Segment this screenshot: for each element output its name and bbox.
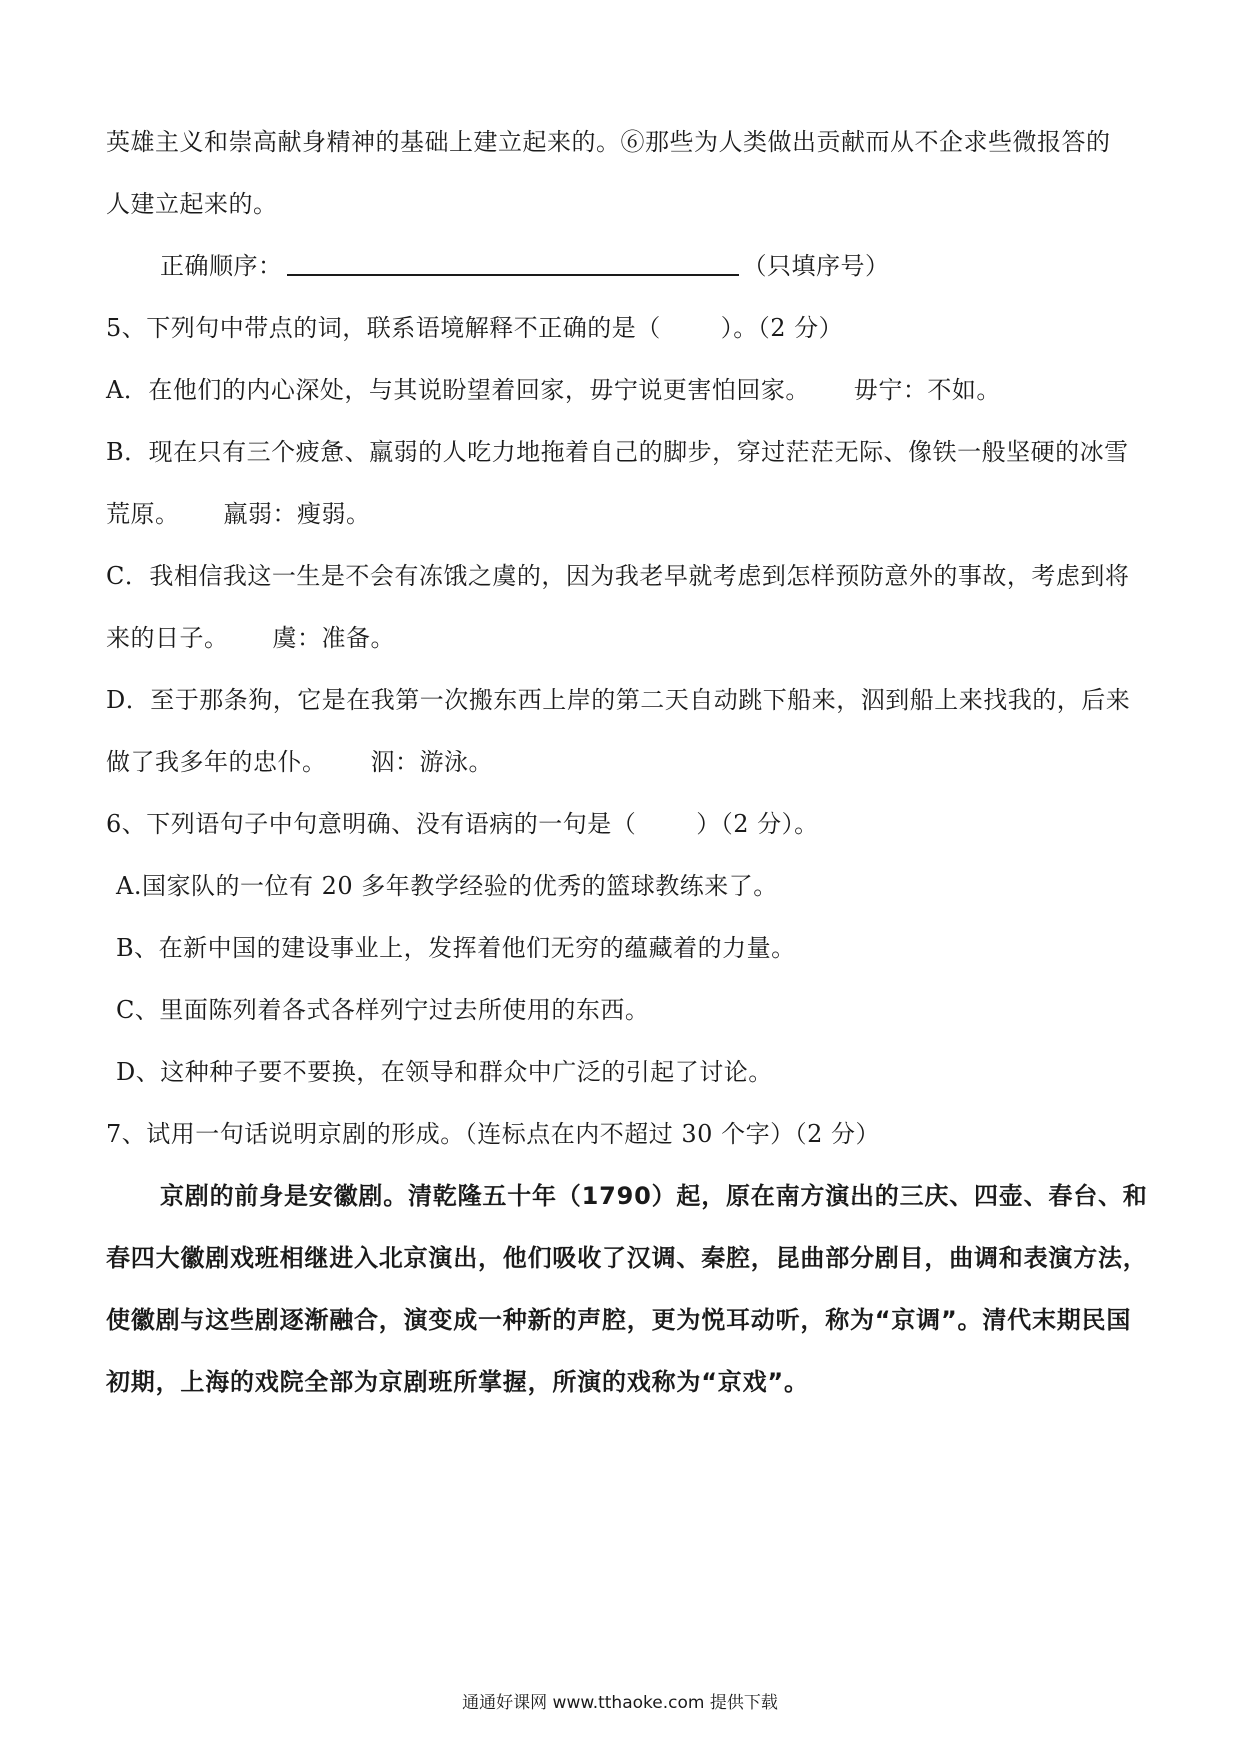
q6-option-d: D、这种种子要不要换，在领导和群众中广泛的引起了讨论。 bbox=[116, 1058, 773, 1086]
q5-option-b-line-1: B．现在只有三个疲惫、羸弱的人吃力地拖着自己的脚步，穿过茫茫无际、像铁一般坚硬的冰雪 bbox=[106, 438, 1129, 466]
q5-score: ）。（2 分） bbox=[720, 314, 844, 342]
q5-option-a-note: 毋宁：不如。 bbox=[853, 376, 1001, 404]
order-answer-blank[interactable] bbox=[287, 250, 739, 276]
q5-option-d-text: 做了我多年的忠仆。 bbox=[106, 748, 327, 776]
order-answer-row bbox=[160, 250, 890, 282]
q5-option-c-line-1: C．我相信我这一生是不会有冻饿之虞的，因为我老早就考虑到怎样预防意外的事故，考虑到将 bbox=[106, 562, 1130, 590]
q5-option-a bbox=[106, 374, 1001, 406]
order-note: （只填序号） bbox=[742, 252, 890, 280]
q5-stem-text: 5、下列句中带点的词，联系语境解释不正确的是（ bbox=[106, 314, 661, 342]
q7-passage-line-4: 初期，上海的戏院全部为京剧班所掌握，所演的戏称为“京戏”。 bbox=[106, 1368, 809, 1396]
q6-option-c: C、里面陈列着各式各样列宁过去所使用的东西。 bbox=[116, 996, 650, 1024]
q6-stem-text: 6、下列语句子中句意明确、没有语病的一句是（ bbox=[106, 810, 637, 838]
q5-option-b-line-2 bbox=[106, 498, 371, 530]
q5-stem bbox=[106, 312, 843, 344]
order-label: 正确顺序： bbox=[160, 252, 283, 280]
q5-option-b-text: 荒原。 bbox=[106, 500, 180, 528]
q6-option-a: A.国家队的一位有 20 多年教学经验的优秀的篮球教练来了。 bbox=[116, 872, 778, 900]
q6-score: ）（2 分）。 bbox=[696, 810, 819, 838]
q7-passage-line-3: 使徽剧与这些剧逐渐融合，演变成一种新的声腔，更为悦耳动听，称为“京调”。清代末期民国 bbox=[106, 1306, 1132, 1334]
q5-option-d-line-2 bbox=[106, 746, 493, 778]
q5-option-c-text: 来的日子。 bbox=[106, 624, 229, 652]
q5-option-d-note: 泅：游泳。 bbox=[370, 748, 493, 776]
page-footer: 通通好课网 www.tthaoke.com 提供下载 bbox=[462, 1693, 778, 1713]
intro-line-2: 人建立起来的。 bbox=[106, 190, 278, 218]
intro-line-1: 英雄主义和崇高献身精神的基础上建立起来的。⑥那些为人类做出贡献而从不企求些微报答的 bbox=[106, 128, 1111, 156]
q6-option-b: B、在新中国的建设事业上，发挥着他们无穷的蕴藏着的力量。 bbox=[116, 934, 796, 962]
q7-passage-line-2: 春四大徽剧戏班相继进入北京演出，他们吸收了汉调、秦腔，昆曲部分剧目，曲调和表演方法， bbox=[106, 1244, 1148, 1272]
q5-option-a-text: A．在他们的内心深处，与其说盼望着回家，毋宁说更害怕回家。 bbox=[106, 376, 810, 404]
q6-stem bbox=[106, 808, 819, 840]
q7-stem: 7、试用一句话说明京剧的形成。（连标点在内不超过 30 个字）（2 分） bbox=[106, 1120, 880, 1148]
q5-option-c-line-2 bbox=[106, 622, 395, 654]
q5-option-c-note: 虞：准备。 bbox=[272, 624, 395, 652]
q5-option-b-note: 羸弱：瘦弱。 bbox=[223, 500, 371, 528]
q7-passage-line-1: 京剧的前身是安徽剧。清乾隆五十年（1790）起，原在南方演出的三庆、四壶、春台、和 bbox=[160, 1182, 1148, 1210]
q5-option-d-line-1: D．至于那条狗，它是在我第一次搬东西上岸的第二天自动跳下船来，泅到船上来找我的，后来 bbox=[106, 686, 1131, 714]
